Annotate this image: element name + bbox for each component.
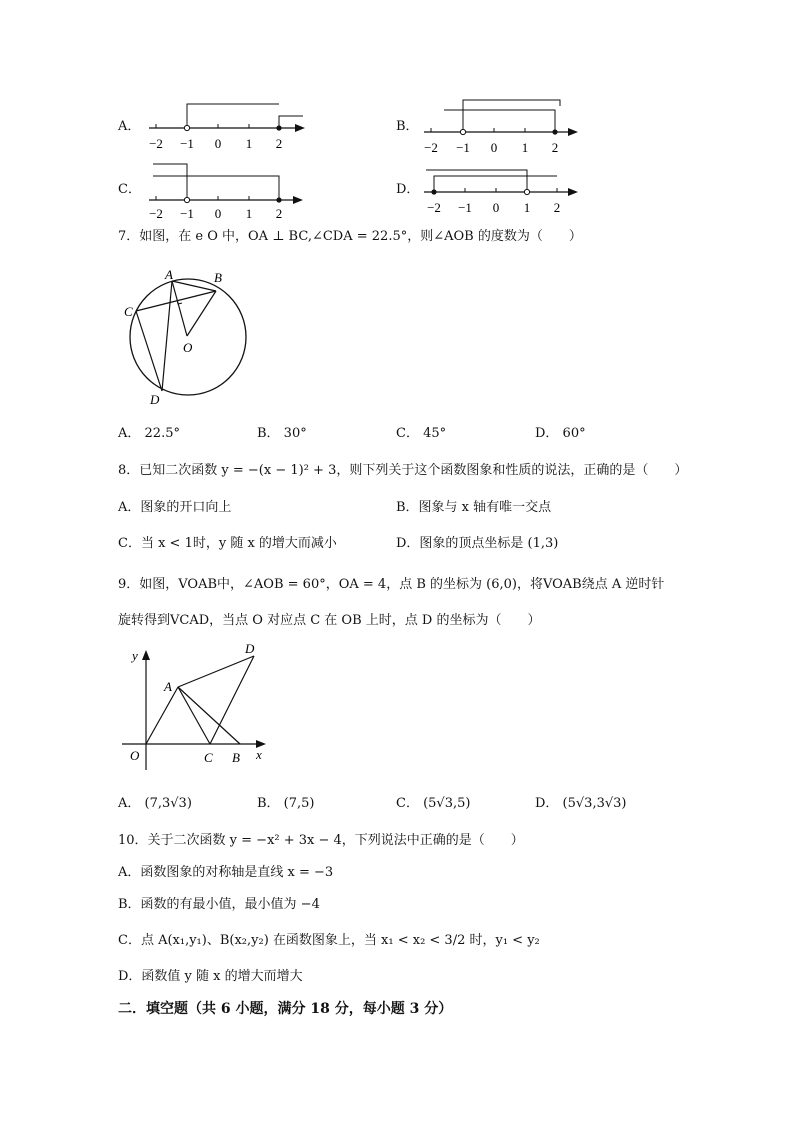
q7-option-c: C． 45° [396, 426, 447, 441]
point-label-b: B [214, 270, 222, 285]
number-line-d [420, 160, 585, 224]
tick-label: −1 [456, 140, 470, 155]
tick-label: 1 [523, 200, 531, 215]
question-9-line-1: 9．如图，VOAB中，∠AOB = 60°，OA = 4，点 B 的坐标为 (6,0)，将VOAB绕点 A 逆时针 [118, 577, 665, 592]
tick-label: −1 [180, 206, 194, 220]
q10-option-a: A．函数图象的对称轴是直线 x = −3 [118, 865, 334, 880]
tick-label: −2 [424, 140, 438, 155]
question-9-line-2: 旋转得到VCAD，当点 O 对应点 C 在 OB 上时，点 D 的坐标为（ ） [118, 613, 541, 628]
tick-label: −2 [149, 136, 163, 151]
tick-label: −1 [180, 136, 194, 151]
q8-option-c: C．当 x < 1时，y 随 x 的增大而减小 [118, 536, 337, 551]
number-line-c [145, 160, 310, 224]
q10-option-d: D．函数值 y 随 x 的增大而增大 [118, 969, 303, 984]
tick-label: 0 [492, 200, 500, 215]
point-label-d: D [150, 392, 160, 407]
point-label-c: C [204, 750, 213, 765]
point-label-c: C [124, 304, 133, 319]
number-line-a [145, 100, 310, 160]
tick-label: −2 [427, 200, 441, 215]
question-7-text: 7．如图，在 e O 中，OA ⊥ BC,∠CDA = 22.5°，则∠AOB 的度数为（ ） [118, 229, 582, 244]
point-label-b: B [232, 750, 240, 765]
point-label-o: O [130, 748, 140, 763]
tick-label: 2 [551, 140, 559, 155]
number-line-b [420, 96, 585, 160]
q9-option-a: A． (7,3√3) [118, 796, 192, 811]
tick-label: 2 [275, 206, 283, 220]
point-label-a: A [164, 679, 172, 694]
axis-label-x: x [256, 747, 262, 762]
tick-label: 2 [275, 136, 283, 151]
point-label-o: O [183, 340, 193, 355]
axis-label-y: y [132, 648, 138, 663]
nl-option-a-label: A． [118, 119, 141, 134]
tick-label: 1 [245, 136, 253, 151]
tick-label: 1 [521, 140, 529, 155]
tick-label: 2 [553, 200, 561, 215]
point-label-a: A [165, 267, 173, 282]
tick-label: 1 [245, 206, 253, 220]
rotation-figure [118, 640, 278, 774]
q7-option-b: B． 30° [257, 426, 307, 441]
section-2-heading: 二．填空题（共 6 小题，满分 18 分，每小题 3 分） [118, 1001, 453, 1017]
tick-label: −1 [458, 200, 472, 215]
tick-label: −2 [149, 206, 163, 220]
q9-option-d: D． (5√3,3√3) [535, 796, 627, 811]
nl-option-b-label: B． [396, 119, 419, 134]
q10-option-c: C．点 A(x₁,y₁)、B(x₂,y₂) 在函数图象上，当 x₁ < x₂ < 3/2 时，y₁ < y₂ [118, 933, 540, 948]
q7-option-a: A． 22.5° [118, 426, 180, 441]
q9-option-c: C． (5√3,5) [396, 796, 471, 811]
q8-option-b: B．图象与 x 轴有唯一交点 [396, 500, 552, 515]
tick-label: 0 [214, 206, 222, 220]
q8-option-a: A．图象的开口向上 [118, 500, 232, 515]
q9-option-b: B． (7,5) [257, 796, 315, 811]
q8-option-d: D．图象的顶点坐标是 (1,3) [396, 536, 559, 551]
circle-figure [120, 264, 256, 413]
point-label-d: D [245, 641, 255, 656]
nl-option-d-label: D． [396, 182, 420, 197]
question-10-text: 10．关于二次函数 y = −x² + 3x − 4，下列说法中正确的是（ ） [118, 833, 524, 848]
tick-label: 0 [214, 136, 222, 151]
question-8-text: 8．已知二次函数 y = −(x − 1)² + 3，则下列关于这个函数图象和性质的说法，正确的是（ ） [118, 463, 688, 478]
q10-option-b: B．函数的有最小值，最小值为 −4 [118, 897, 320, 912]
nl-option-c-label: C． [118, 182, 141, 197]
q7-option-d: D． 60° [535, 426, 586, 441]
tick-label: 0 [490, 140, 498, 155]
